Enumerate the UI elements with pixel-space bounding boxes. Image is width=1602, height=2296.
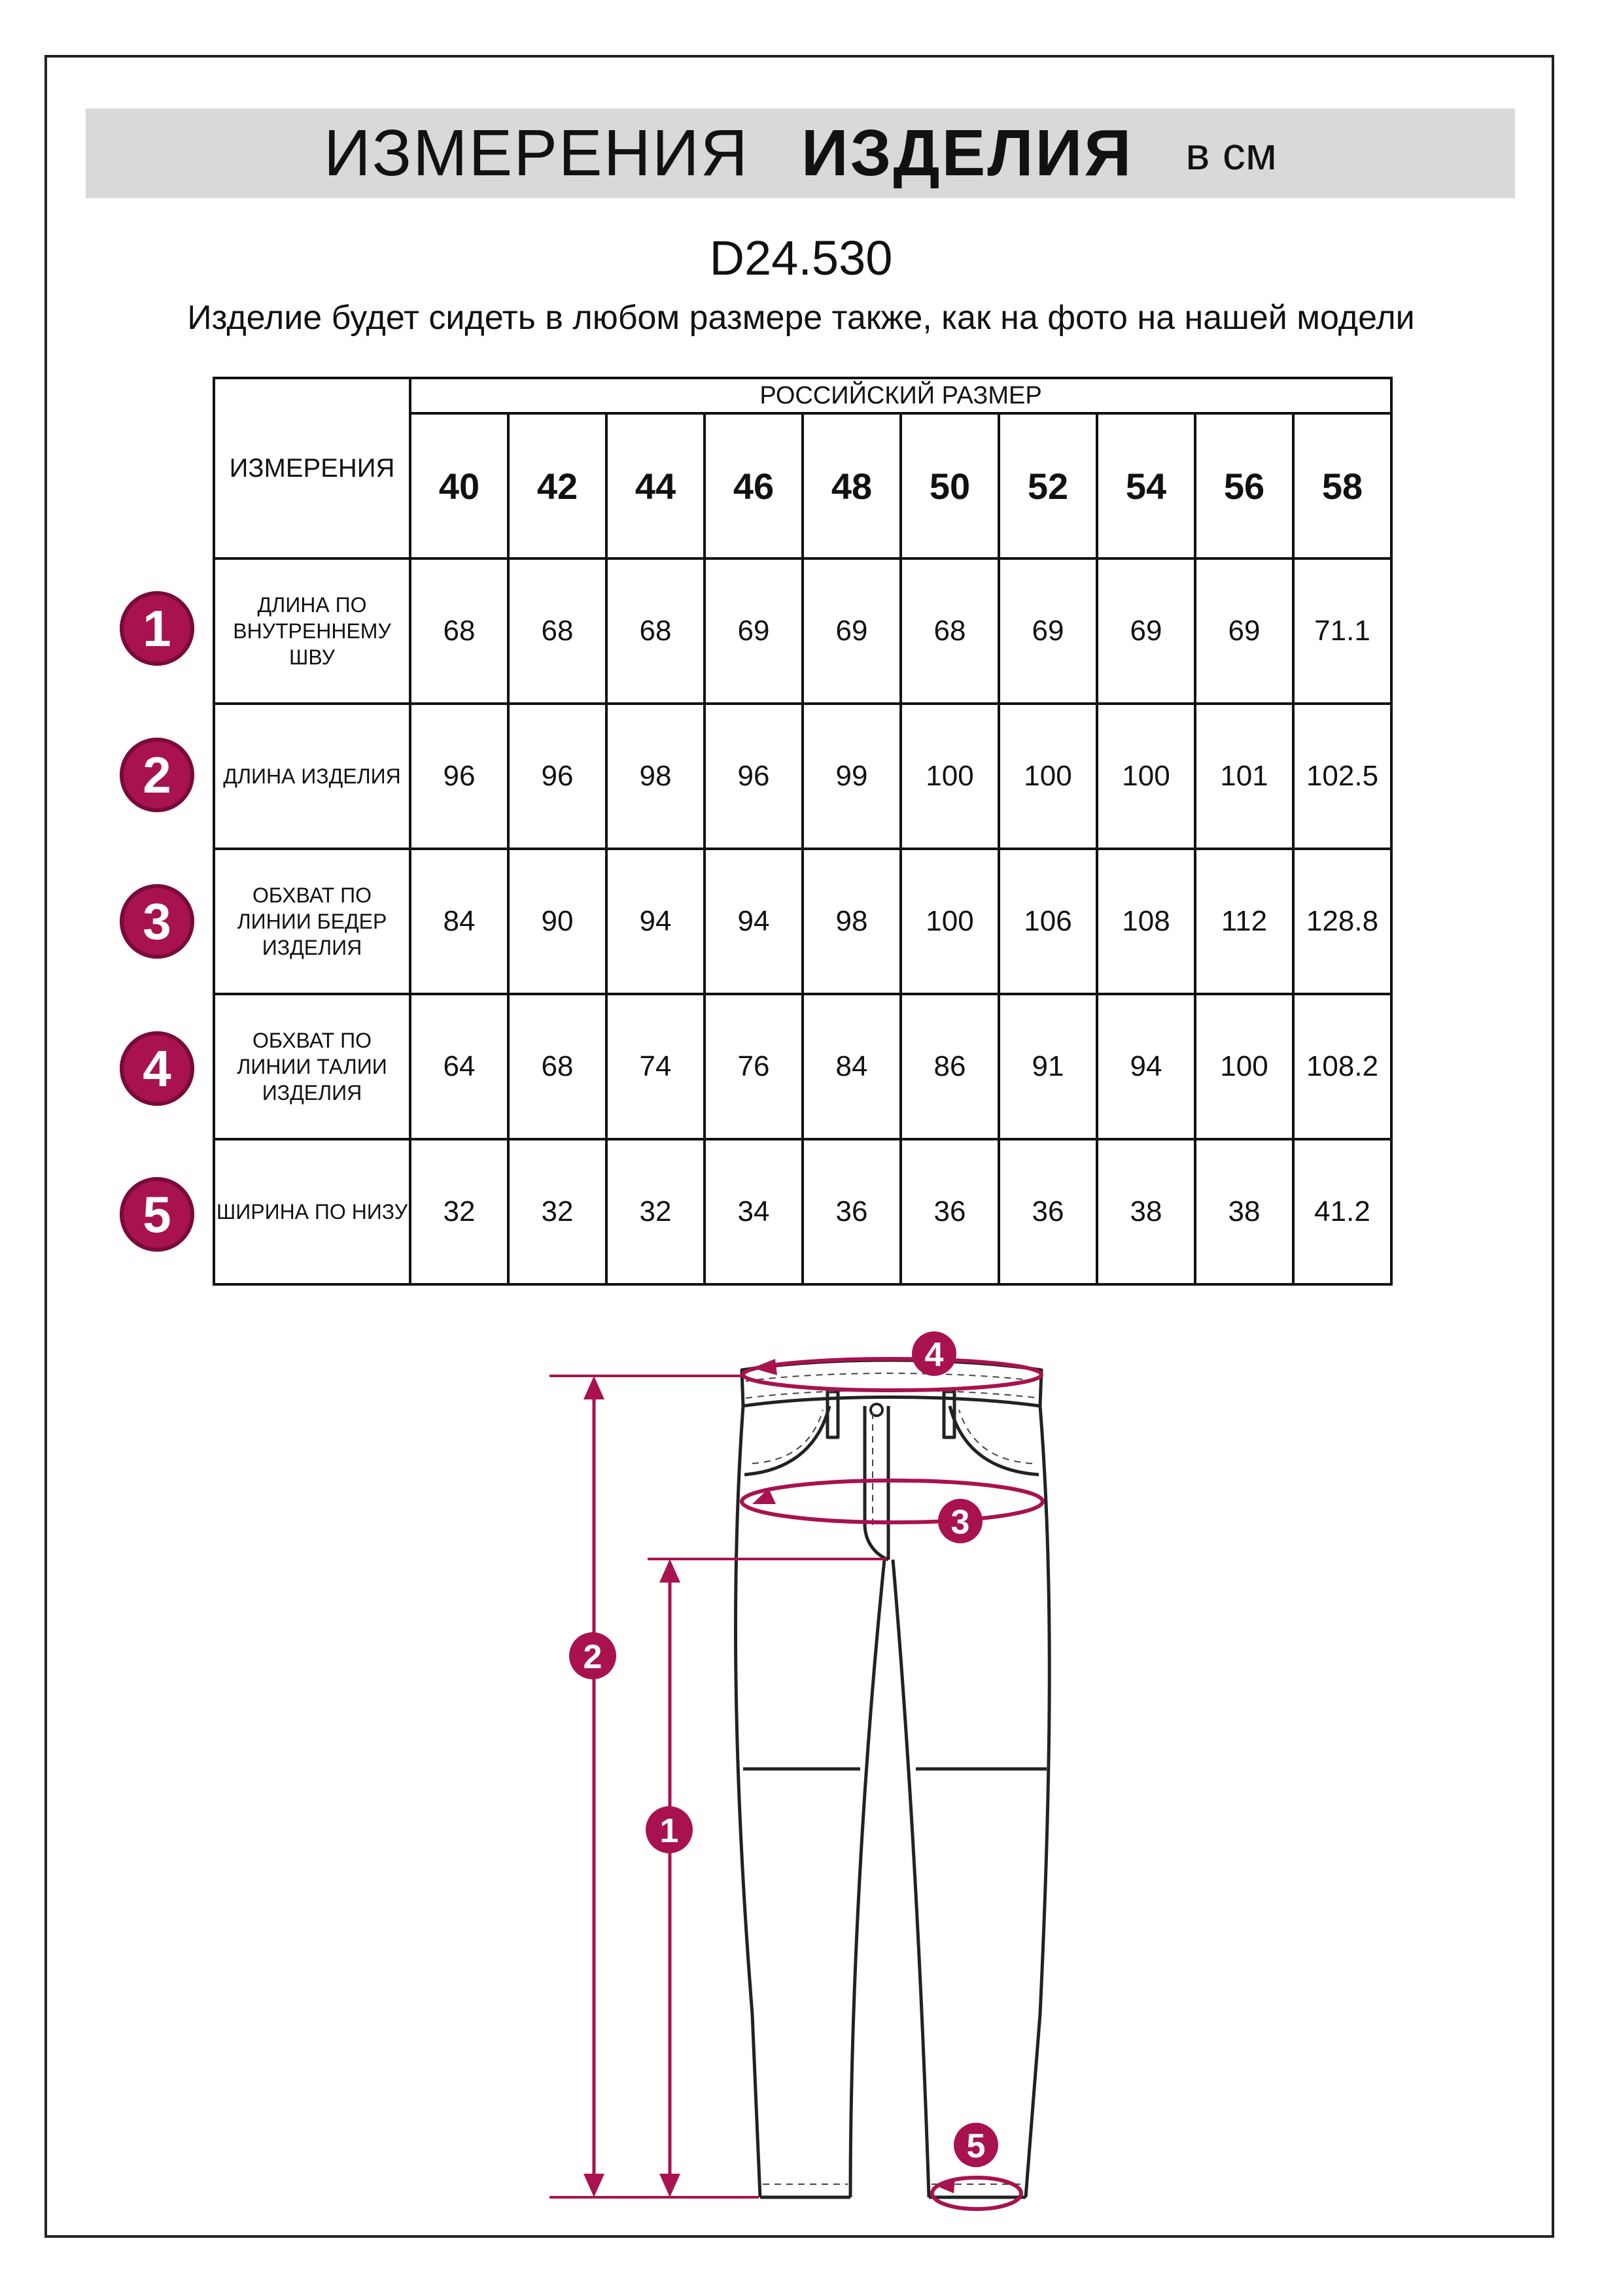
table-cell: 96 [508,704,606,849]
table-cell: 69 [999,558,1097,704]
svg-text:3: 3 [950,1503,970,1541]
article-number: D24.530 [709,231,893,285]
table-cell: 32 [606,1139,705,1284]
table-cell: 71.1 [1293,558,1391,704]
table-cell: 68 [606,558,705,704]
title-regular: ИЗМЕРЕНИЯ [323,116,749,190]
inseam-arrow [659,1559,680,2197]
table-cell: 64 [410,994,508,1139]
table-cell: 32 [410,1139,508,1284]
table-cell: 32 [508,1139,606,1284]
row-label: ОБХВАТ ПО ЛИНИИ БЕДЕР ИЗДЕЛИЯ [214,849,410,994]
row-number-badge: 1 [120,591,194,666]
table-cell: 100 [1195,994,1293,1139]
size-header: 44 [606,413,705,558]
table-cell: 36 [999,1139,1097,1284]
table-cell: 36 [901,1139,999,1284]
row-number-badge: 2 [120,738,194,812]
table-cell: 101 [1195,704,1293,849]
diagram-marker-4 [912,1331,956,1376]
measurements-header: ИЗМЕРЕНИЯ [214,378,410,558]
total-length-arrow [583,1376,604,2197]
size-group-header: РОССИЙСКИЙ РАЗМЕР [410,378,1391,413]
measurement-guides [549,1376,886,2197]
table-cell: 90 [508,849,606,994]
diagram-marker-3 [938,1499,983,1543]
row-label: ДЛИНА ПО ВНУТРЕННЕМУ ШВУ [214,558,410,704]
table-cell: 96 [705,704,803,849]
diagram-marker-2 [569,1632,616,1679]
size-header: 40 [410,413,508,558]
table-cell: 36 [803,1139,901,1284]
table-cell: 84 [803,994,901,1139]
hip-measure-ellipse [742,1481,1043,1522]
table-cell: 68 [508,994,606,1139]
svg-text:5: 5 [966,2127,986,2165]
row-label: ШИРИНА ПО НИЗУ [214,1139,410,1284]
table-cell: 94 [705,849,803,994]
table-cell: 69 [803,558,901,704]
svg-text:2: 2 [583,1638,602,1676]
size-header: 46 [705,413,803,558]
table-cell: 102.5 [1293,704,1391,849]
table-cell: 99 [803,704,901,849]
table-cell: 94 [606,849,705,994]
table-cell: 74 [606,994,705,1139]
table-cell: 86 [901,994,999,1139]
title-bold: ИЗДЕЛИЯ [801,116,1134,190]
row-number-badge: 4 [120,1031,194,1106]
title-units: в см [1185,128,1278,179]
stitching [746,1373,1039,2184]
size-header: 54 [1097,413,1195,558]
table-cell: 108.2 [1293,994,1391,1139]
table-cell: 100 [1097,704,1195,849]
table-cell: 100 [901,849,999,994]
table-cell: 84 [410,849,508,994]
table-cell: 96 [410,704,508,849]
waist-measure-ellipse [743,1359,1041,1390]
table-cell: 69 [1097,558,1195,704]
table-cell: 34 [705,1139,803,1284]
table-cell: 108 [1097,849,1195,994]
diagram-marker-1 [646,1806,693,1853]
size-header: 56 [1195,413,1293,558]
table-cell: 91 [999,994,1097,1139]
table-cell: 128.8 [1293,849,1391,994]
table-cell: 41.2 [1293,1139,1391,1284]
table-cell: 98 [606,704,705,849]
size-header: 48 [803,413,901,558]
table-cell: 38 [1097,1139,1195,1284]
row-number-badge: 3 [120,884,194,959]
row-label: ОБХВАТ ПО ЛИНИИ ТАЛИИ ИЗДЕЛИЯ [214,994,410,1139]
diagram-marker-5 [954,2123,998,2167]
table-cell: 106 [999,849,1097,994]
table-cell: 38 [1195,1139,1293,1284]
table-cell: 69 [1195,558,1293,704]
row-label: ДЛИНА ИЗДЕЛИЯ [214,704,410,849]
table-cell: 94 [1097,994,1195,1139]
waist-arrowhead [752,1359,777,1375]
row-number-badge: 5 [120,1177,194,1252]
table-cell: 100 [999,704,1097,849]
size-header: 50 [901,413,999,558]
table-cell: 98 [803,849,901,994]
table-cell: 68 [508,558,606,704]
table-cell: 68 [901,558,999,704]
svg-text:1: 1 [659,1812,679,1850]
fit-note: Изделие будет сидеть в любом размере также, как на фото на нашей модели [187,299,1415,337]
table-cell: 69 [705,558,803,704]
table-cell: 68 [410,558,508,704]
table-cell: 100 [901,704,999,849]
table-cell: 76 [705,994,803,1139]
size-header: 42 [508,413,606,558]
table-cell: 112 [1195,849,1293,994]
size-header: 52 [999,413,1097,558]
size-header: 58 [1293,413,1391,558]
svg-text:4: 4 [924,1336,944,1374]
